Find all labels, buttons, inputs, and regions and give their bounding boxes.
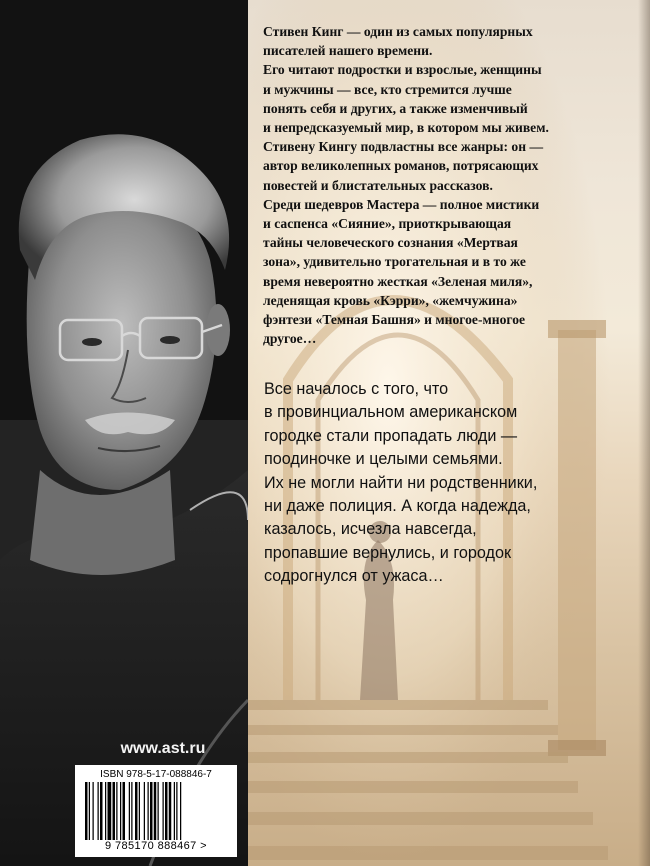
barcode-bar	[169, 782, 172, 840]
author-portrait	[0, 0, 248, 866]
book-annotation	[264, 378, 584, 589]
barcode-bar	[163, 782, 164, 840]
barcode-bar	[85, 782, 88, 840]
annotation-line: ни даже полиция. А когда надежда,	[264, 497, 531, 516]
about-line: Его читают подростки и взрослые, женщины	[263, 62, 542, 78]
barcode-bar	[150, 782, 153, 840]
about-line: Стивен Кинг — один из самых популярных	[263, 24, 533, 39]
isbn-label: ISBN 978-5-17-088846-7	[100, 769, 212, 780]
barcode-bar	[123, 782, 126, 840]
barcode-bar	[144, 782, 145, 840]
annotation-line: казалось, исчезла навсегда,	[264, 520, 477, 539]
about-author-text	[263, 22, 563, 348]
about-line: фэнтези «Темная Башня» и многое-многое	[263, 312, 526, 328]
barcode-bar	[176, 782, 177, 840]
about-line: и мужчины — все, кто стремится лучше	[263, 81, 512, 97]
annotation-line: городке стали пропадать люди —	[264, 426, 518, 445]
annotation-line: пропавшие вернулись, и городок	[264, 543, 512, 562]
barcode-bar	[148, 782, 149, 840]
author-photo-panel	[0, 0, 248, 866]
about-line: зона», удивительно трогательная и в то же	[263, 254, 526, 270]
annotation-line: Их не могли найти ни родственники,	[264, 473, 538, 492]
about-line: и непредсказуемый мир, в котором мы живем.	[263, 120, 549, 136]
about-line: другое…	[263, 331, 317, 347]
about-line: автор великолепных романов, потрясающих	[263, 158, 539, 174]
annotation-line: поодиночке и целыми семьями.	[264, 450, 503, 469]
barcode-bar	[105, 782, 106, 840]
barcode-bar	[129, 782, 130, 840]
barcode-bar	[180, 782, 181, 840]
about-line: леденящая кровь «Кэрри», «жемчужина»	[263, 292, 518, 308]
barcode-digits: 9 785170 888467 >	[105, 840, 207, 852]
about-line: повестей и блистательных рассказов.	[263, 177, 493, 193]
barcode-bar	[165, 782, 168, 840]
annotation-line: в провинциальном американском	[264, 403, 518, 422]
barcode-bar	[174, 782, 175, 840]
barcode-bar	[93, 782, 94, 840]
barcode-bar	[154, 782, 157, 840]
about-line: Среди шедевров Мастера — полное мистики	[263, 196, 540, 212]
barcode-bar	[116, 782, 117, 840]
barcode-icon	[83, 782, 229, 840]
barcode-bar	[108, 782, 112, 840]
barcode-block	[75, 765, 237, 857]
barcode-bar	[100, 782, 103, 840]
publisher-website: www.ast.ru	[120, 740, 206, 757]
barcode-bar	[120, 782, 121, 840]
barcode-bar	[135, 782, 138, 840]
barcode-bar	[131, 782, 132, 840]
barcode-bar	[98, 782, 99, 840]
about-line: писателей нашего времени.	[263, 43, 433, 59]
barcode-bar	[158, 782, 159, 840]
about-line: понять себя и других, а также изменчивый	[263, 100, 528, 116]
annotation-line: содрогнулся от ужаса…	[264, 567, 444, 586]
about-line: время невероятно жесткая «Зеленая миля»,	[263, 273, 533, 289]
barcode-bar	[139, 782, 140, 840]
barcode-bar	[113, 782, 116, 840]
about-line: Стивену Кингу подвластны все жанры: он —	[263, 139, 544, 155]
about-line: и саспенса «Сияние», приоткрывающая	[263, 216, 512, 232]
spine-shadow	[638, 0, 650, 866]
about-line: тайны человеческого сознания «Мертвая	[263, 235, 518, 251]
annotation-line: Все началось с того, что	[264, 380, 449, 398]
barcode-bar	[89, 782, 90, 840]
